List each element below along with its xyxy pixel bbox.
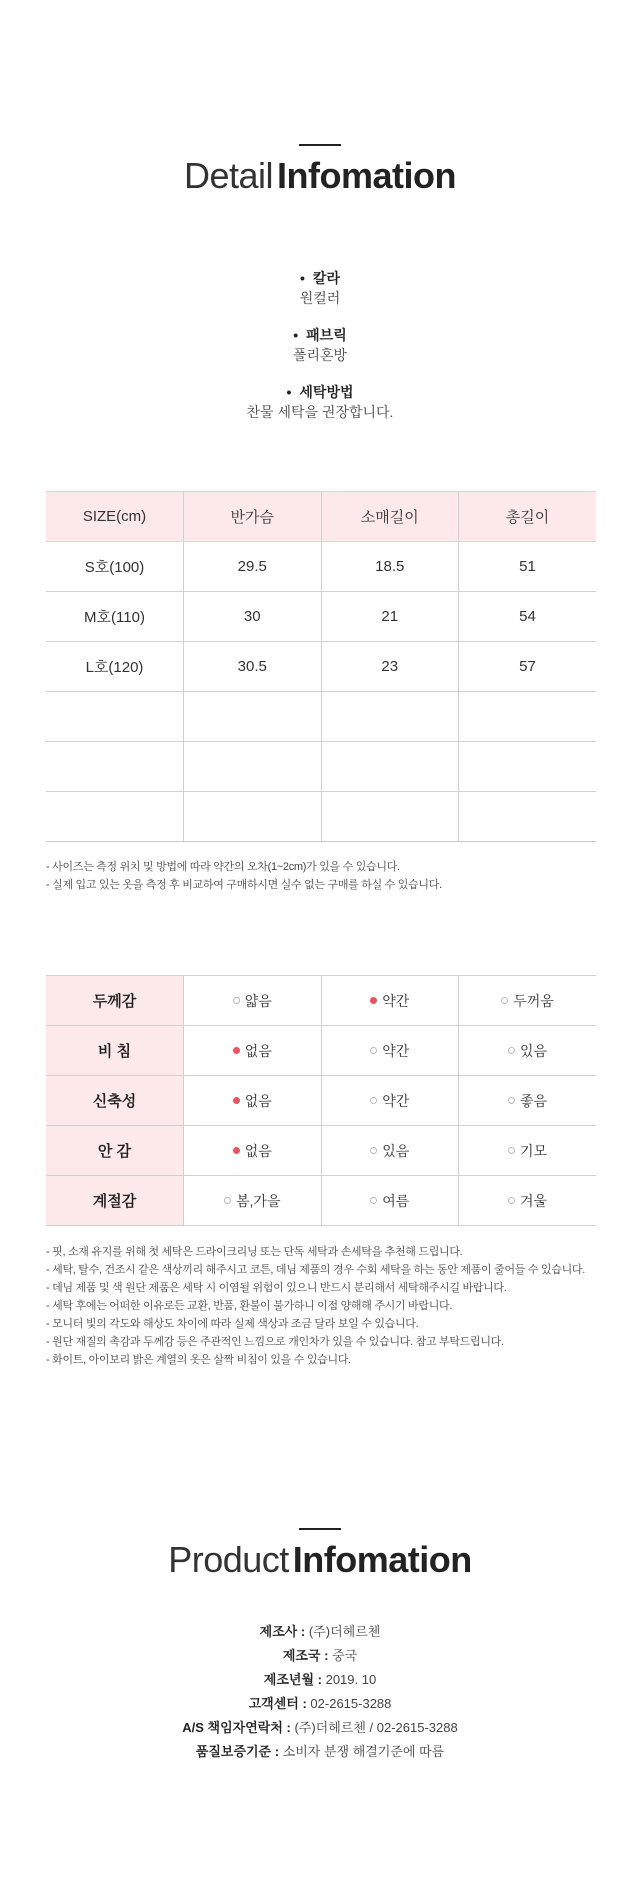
product-info-key: 제조국 :	[282, 1648, 329, 1663]
property-option-text: 겨울	[519, 1192, 548, 1209]
detail-title-light: Detail	[183, 155, 274, 196]
product-info-line	[0, 1692, 640, 1716]
property-option	[459, 1076, 597, 1126]
size-cell	[459, 792, 597, 842]
size-cell: 54	[459, 592, 597, 642]
table-row	[46, 1176, 596, 1226]
detail-title-bar	[299, 144, 341, 146]
size-cell: 30.5	[184, 642, 322, 692]
product-title-light: Product	[168, 1539, 289, 1580]
table-row	[46, 542, 596, 592]
property-option-text: 두꺼움	[513, 992, 554, 1009]
care-note: - 데님 제품 및 색 원단 제품은 세탁 시 이염될 위험이 있으니 반드시 분리해서 세탁해주시길 바랍니다.	[46, 1282, 507, 1294]
radio-dot-icon	[508, 1047, 515, 1054]
radio-dot-icon	[233, 1147, 240, 1154]
size-cell	[459, 692, 597, 742]
size-header-cell: 소매길이	[321, 492, 459, 542]
radio-dot-icon	[370, 1097, 377, 1104]
size-cell: L호(120)	[46, 642, 184, 692]
size-cell	[184, 792, 322, 842]
property-label: 안 감	[46, 1126, 184, 1176]
product-info-line	[0, 1716, 640, 1740]
size-cell: 51	[459, 542, 597, 592]
size-cell: 30	[184, 592, 322, 642]
detail-item-washing	[0, 382, 640, 439]
product-info-line	[0, 1644, 640, 1668]
product-info-line	[0, 1668, 640, 1692]
product-title-bar	[299, 1528, 341, 1530]
property-option-text: 약간	[382, 1042, 410, 1059]
radio-dot-icon	[233, 1097, 240, 1104]
detail-value: 원컬러	[299, 290, 341, 306]
size-cell	[46, 792, 184, 842]
care-note: - 모니터 빛의 각도와 해상도 차이에 따라 실제 색상과 조금 달라 보일 수 있습니다.	[46, 1318, 419, 1330]
radio-dot-icon	[233, 997, 240, 1004]
product-info-value: 2019. 10	[325, 1672, 377, 1687]
product-info-key: 품질보증기준 :	[195, 1744, 280, 1759]
property-option-text: 봄,가을	[236, 1192, 281, 1209]
detail-section-title	[0, 155, 640, 197]
size-cell	[321, 742, 459, 792]
radio-dot-icon	[233, 1047, 240, 1054]
size-cell: S호(100)	[46, 542, 184, 592]
size-table	[46, 491, 596, 842]
property-option	[459, 976, 597, 1026]
property-option-text: 좋음	[519, 1092, 548, 1109]
size-cell: 18.5	[321, 542, 459, 592]
size-notes	[46, 858, 626, 894]
size-note: - 사이즈는 측정 위치 및 방법에 따라 약간의 오차(1~2cm)가 있을 수 있습니다.	[46, 861, 400, 873]
radio-dot-icon	[508, 1147, 515, 1154]
product-info-list	[0, 1620, 640, 1764]
property-label: 두께감	[46, 976, 184, 1026]
radio-dot-icon	[370, 1047, 377, 1054]
radio-dot-icon	[501, 997, 508, 1004]
table-row	[46, 642, 596, 692]
detail-label: • 칼라	[0, 268, 640, 288]
radio-dot-icon	[370, 1197, 377, 1204]
product-info-key: 고객센터 :	[248, 1696, 307, 1711]
property-option	[321, 1176, 459, 1226]
product-title-bold: Infomation	[292, 1539, 472, 1580]
care-note: - 원단 재질의 촉감과 두께감 등은 주관적인 느낌으로 개인차가 있을 수 있습니다. 참고 부탁드립니다.	[46, 1336, 504, 1348]
property-option	[184, 1126, 322, 1176]
product-info-value: (주)더헤르첸	[308, 1624, 381, 1639]
table-row	[46, 692, 596, 742]
size-cell	[459, 742, 597, 792]
care-note: - 화이트, 아이보리 밝은 계열의 옷은 살짝 비침이 있을 수 있습니다.	[46, 1354, 351, 1366]
care-note: - 세탁, 탈수, 건조시 같은 색상끼리 해주시고 코튼, 데님 제품의 경우 수회 세탁을 하는 동안 제품이 줄어들 수 있습니다.	[46, 1264, 585, 1276]
table-row	[46, 1126, 596, 1176]
size-header-cell: 총길이	[459, 492, 597, 542]
radio-dot-icon	[508, 1097, 515, 1104]
property-option	[184, 1026, 322, 1076]
property-option	[321, 1026, 459, 1076]
size-cell	[46, 742, 184, 792]
detail-label: • 패브릭	[0, 325, 640, 345]
care-notes	[46, 1243, 626, 1369]
product-info-line	[0, 1740, 640, 1764]
property-label: 계절감	[46, 1176, 184, 1226]
detail-value: 찬물 세탁을 권장합니다.	[246, 404, 394, 420]
property-option-text: 얇음	[244, 992, 272, 1009]
size-cell	[46, 692, 184, 742]
radio-dot-icon	[370, 997, 377, 1004]
product-info-value: (주)더헤르첸 / 02-2615-3288	[294, 1720, 458, 1735]
size-table-header-row	[46, 492, 596, 542]
table-row	[46, 792, 596, 842]
product-info-line	[0, 1620, 640, 1644]
radio-dot-icon	[508, 1197, 515, 1204]
size-cell	[184, 692, 322, 742]
property-option-text: 약간	[382, 1092, 410, 1109]
property-option	[184, 1076, 322, 1126]
property-option	[321, 1126, 459, 1176]
size-cell: 21	[321, 592, 459, 642]
size-cell	[321, 692, 459, 742]
property-option-text: 없음	[244, 1092, 272, 1109]
table-row	[46, 1076, 596, 1126]
detail-item-fabric	[0, 325, 640, 382]
care-note: - 세탁 후에는 어떠한 이유로든 교환, 반품, 환불이 불가하니 이점 양해해 주시기 바랍니다.	[46, 1300, 453, 1312]
property-label: 신축성	[46, 1076, 184, 1126]
size-header-cell: SIZE(cm)	[46, 492, 184, 542]
size-cell: 29.5	[184, 542, 322, 592]
property-option	[321, 976, 459, 1026]
detail-label: • 세탁방법	[0, 382, 640, 402]
radio-dot-icon	[224, 1197, 231, 1204]
product-info-key: 제조년월 :	[263, 1672, 322, 1687]
property-option	[184, 1176, 322, 1226]
product-info-value: 02-2615-3288	[310, 1696, 392, 1711]
size-header-cell: 반가슴	[184, 492, 322, 542]
property-option	[459, 1176, 597, 1226]
size-cell	[321, 792, 459, 842]
property-option	[459, 1026, 597, 1076]
size-cell: 23	[321, 642, 459, 692]
product-section-title	[0, 1539, 640, 1581]
property-option-text: 여름	[382, 1192, 410, 1209]
property-option-text: 있음	[519, 1042, 548, 1059]
property-option-text: 없음	[244, 1042, 272, 1059]
table-row	[46, 1026, 596, 1076]
table-row	[46, 976, 596, 1026]
property-label: 비 침	[46, 1026, 184, 1076]
detail-list	[0, 268, 640, 439]
size-note: - 실제 입고 있는 옷을 측정 후 비교하여 구매하시면 실수 없는 구매를 하실 수 있습니다.	[46, 879, 442, 891]
property-option	[184, 976, 322, 1026]
property-option	[459, 1126, 597, 1176]
property-option-text: 없음	[244, 1142, 272, 1159]
product-info-value: 중국	[332, 1648, 358, 1663]
table-row	[46, 592, 596, 642]
radio-dot-icon	[370, 1147, 377, 1154]
detail-title-bold: Infomation	[277, 155, 457, 196]
property-option-text: 있음	[382, 1142, 410, 1159]
detail-value: 폴리혼방	[292, 347, 348, 363]
property-option-text: 기모	[519, 1142, 548, 1159]
property-table	[46, 975, 596, 1226]
product-info-value: 소비자 분쟁 해결기준에 따름	[282, 1744, 445, 1759]
care-note: - 핏, 소재 유지를 위해 첫 세탁은 드라이크리닝 또는 단독 세탁과 손세탁을 추천해 드립니다.	[46, 1246, 463, 1258]
product-info-key: A/S 책임자연락처 :	[182, 1720, 291, 1735]
table-row	[46, 742, 596, 792]
size-cell: M호(110)	[46, 592, 184, 642]
product-info-key: 제조사 :	[259, 1624, 306, 1639]
detail-item-color	[0, 268, 640, 325]
size-cell	[184, 742, 322, 792]
size-cell: 57	[459, 642, 597, 692]
property-option	[321, 1076, 459, 1126]
property-option-text: 약간	[382, 992, 410, 1009]
